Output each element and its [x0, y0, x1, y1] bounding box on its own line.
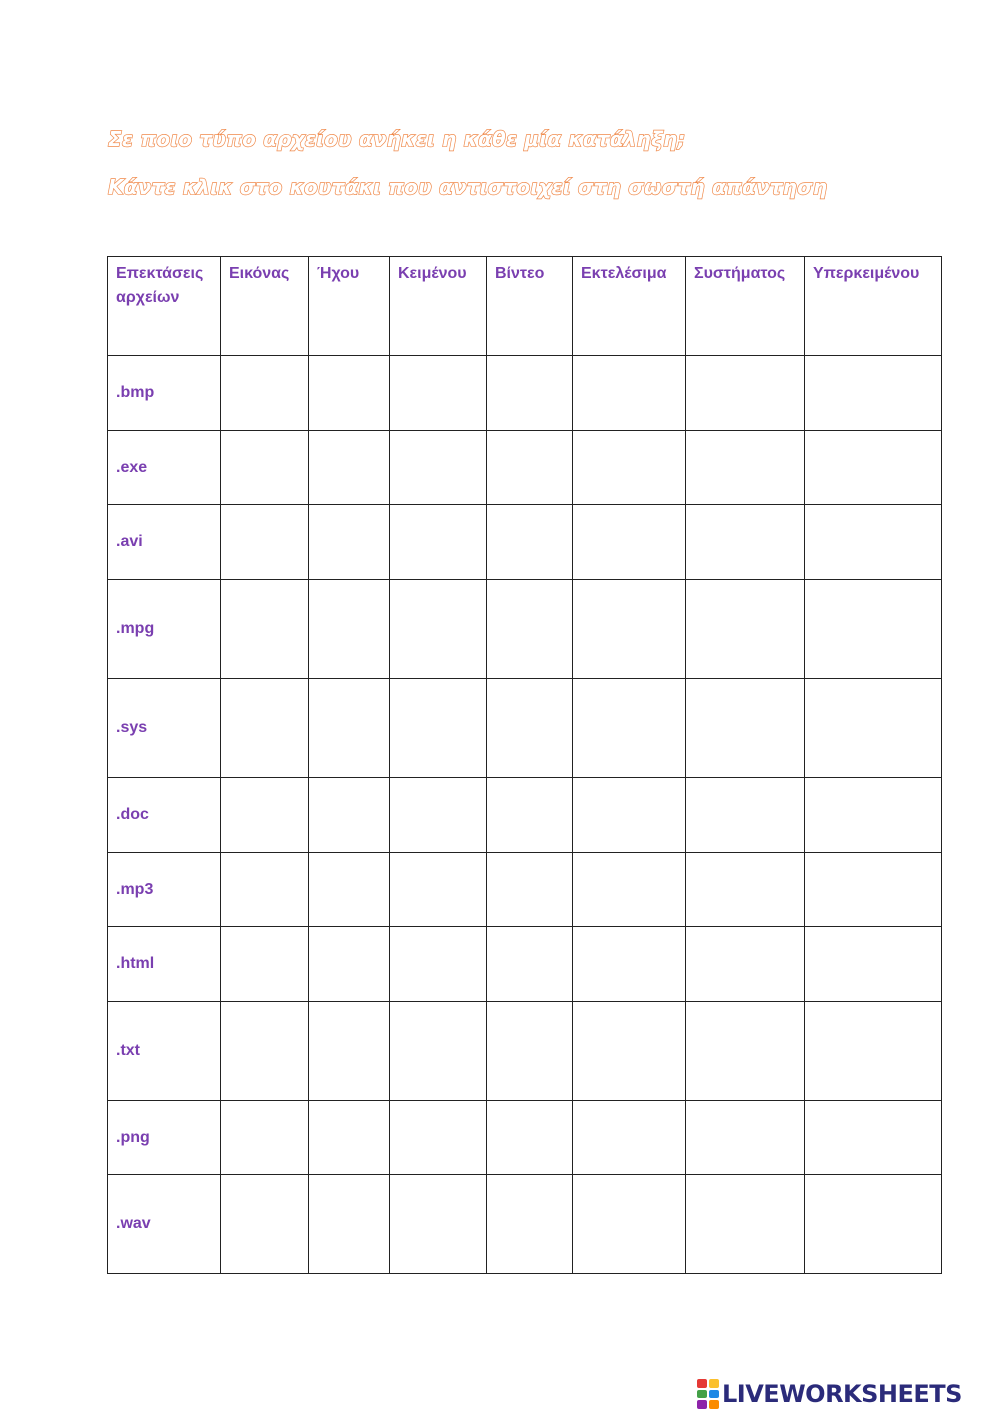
header-label: αρχείων	[116, 289, 180, 306]
answer-cell-text[interactable]	[390, 1175, 487, 1274]
answer-cell-system[interactable]	[686, 1101, 805, 1175]
answer-cell-hypertext[interactable]	[805, 356, 942, 431]
extension-label: .mpg	[108, 580, 221, 679]
header-image	[221, 257, 309, 356]
answer-cell-hypertext[interactable]	[805, 778, 942, 853]
answer-cell-image[interactable]	[221, 1175, 309, 1274]
answer-cell-video[interactable]	[487, 1002, 573, 1101]
header-label: Συστήματος	[694, 265, 786, 282]
answer-cell-executable[interactable]	[573, 778, 686, 853]
table-row	[108, 927, 942, 1002]
answer-cell-audio[interactable]	[309, 1002, 390, 1101]
file-extension-table	[107, 256, 942, 1274]
answer-cell-audio[interactable]	[309, 431, 390, 505]
header-label: Υπερκειμένου	[813, 265, 920, 282]
extension-label: .bmp	[108, 356, 221, 431]
header-executable	[573, 257, 686, 356]
answer-cell-hypertext[interactable]	[805, 505, 942, 580]
answer-cell-hypertext[interactable]	[805, 1175, 942, 1274]
answer-cell-hypertext[interactable]	[805, 1101, 942, 1175]
extension-label: .txt	[108, 1002, 221, 1101]
answer-cell-image[interactable]	[221, 679, 309, 778]
answer-cell-video[interactable]	[487, 505, 573, 580]
answer-cell-video[interactable]	[487, 431, 573, 505]
header-video	[487, 257, 573, 356]
answer-cell-audio[interactable]	[309, 853, 390, 927]
answer-cell-hypertext[interactable]	[805, 431, 942, 505]
answer-cell-image[interactable]	[221, 927, 309, 1002]
answer-cell-text[interactable]	[390, 1002, 487, 1101]
header-text	[390, 257, 487, 356]
answer-cell-executable[interactable]	[573, 1002, 686, 1101]
answer-cell-image[interactable]	[221, 1101, 309, 1175]
answer-cell-system[interactable]	[686, 1175, 805, 1274]
answer-cell-image[interactable]	[221, 431, 309, 505]
answer-cell-text[interactable]	[390, 580, 487, 679]
answer-cell-system[interactable]	[686, 927, 805, 1002]
table-row	[108, 1175, 942, 1274]
header-extensions	[108, 257, 221, 356]
answer-cell-video[interactable]	[487, 778, 573, 853]
answer-cell-image[interactable]	[221, 580, 309, 679]
answer-cell-system[interactable]	[686, 356, 805, 431]
table-row	[108, 431, 942, 505]
header-audio	[309, 257, 390, 356]
answer-cell-text[interactable]	[390, 778, 487, 853]
answer-cell-video[interactable]	[487, 679, 573, 778]
header-label: Βίντεο	[495, 265, 545, 282]
table-body	[108, 356, 942, 1274]
answer-cell-image[interactable]	[221, 778, 309, 853]
logo-block	[697, 1400, 707, 1409]
answer-cell-hypertext[interactable]	[805, 927, 942, 1002]
table-row	[108, 1101, 942, 1175]
answer-cell-image[interactable]	[221, 1002, 309, 1101]
answer-cell-hypertext[interactable]	[805, 679, 942, 778]
table-row	[108, 853, 942, 927]
header-label: Εικόνας	[229, 265, 290, 282]
answer-cell-executable[interactable]	[573, 356, 686, 431]
answer-cell-text[interactable]	[390, 1101, 487, 1175]
answer-cell-text[interactable]	[390, 356, 487, 431]
extension-label: .exe	[108, 431, 221, 505]
answer-cell-audio[interactable]	[309, 505, 390, 580]
answer-cell-executable[interactable]	[573, 853, 686, 927]
answer-cell-audio[interactable]	[309, 1175, 390, 1274]
answer-cell-system[interactable]	[686, 679, 805, 778]
answer-cell-executable[interactable]	[573, 679, 686, 778]
instruction-title-line-1: Σε ποιο τύπο αρχείου ανήκει η κάθε μία κατάληξη;	[108, 127, 686, 151]
logo-block	[709, 1400, 719, 1409]
table-row	[108, 1002, 942, 1101]
extension-label: .mp3	[108, 853, 221, 927]
header-label: Κειμένου	[398, 265, 467, 282]
answer-cell-audio[interactable]	[309, 778, 390, 853]
answer-cell-audio[interactable]	[309, 1101, 390, 1175]
table-row	[108, 505, 942, 580]
answer-cell-video[interactable]	[487, 1175, 573, 1274]
answer-cell-executable[interactable]	[573, 505, 686, 580]
answer-cell-text[interactable]	[390, 431, 487, 505]
answer-cell-text[interactable]	[390, 853, 487, 927]
liveworksheets-logo-mark-icon	[697, 1379, 719, 1409]
table-header-row	[108, 257, 942, 356]
answer-cell-executable[interactable]	[573, 580, 686, 679]
extension-label: .html	[108, 927, 221, 1002]
header-label: Ήχου	[317, 265, 360, 282]
logo-block	[709, 1379, 719, 1388]
table-row	[108, 580, 942, 679]
answer-cell-system[interactable]	[686, 580, 805, 679]
table-row	[108, 356, 942, 431]
liveworksheets-logo	[697, 1377, 962, 1411]
answer-cell-image[interactable]	[221, 853, 309, 927]
header-hypertext	[805, 257, 942, 356]
extension-label: .png	[108, 1101, 221, 1175]
answer-cell-video[interactable]	[487, 853, 573, 927]
answer-cell-text[interactable]	[390, 679, 487, 778]
answer-cell-system[interactable]	[686, 853, 805, 927]
instruction-title-line-2: Κάντε κλικ στο κουτάκι που αντιστοιχεί στη σωστή απάντηση	[108, 175, 828, 199]
answer-cell-system[interactable]	[686, 505, 805, 580]
table-row	[108, 679, 942, 778]
answer-cell-text[interactable]	[390, 927, 487, 1002]
answer-cell-system[interactable]	[686, 1002, 805, 1101]
extension-label: .wav	[108, 1175, 221, 1274]
answer-cell-video[interactable]	[487, 356, 573, 431]
answer-cell-audio[interactable]	[309, 580, 390, 679]
answer-cell-audio[interactable]	[309, 356, 390, 431]
table-row	[108, 778, 942, 853]
answer-cell-image[interactable]	[221, 356, 309, 431]
answer-cell-video[interactable]	[487, 580, 573, 679]
answer-cell-executable[interactable]	[573, 927, 686, 1002]
logo-block	[697, 1390, 707, 1399]
header-label: Επεκτάσεις	[116, 265, 204, 282]
liveworksheets-logo-text: LIVEWORKSHEETS	[722, 1380, 962, 1408]
answer-cell-image[interactable]	[221, 505, 309, 580]
logo-block	[709, 1390, 719, 1399]
answer-cell-hypertext[interactable]	[805, 580, 942, 679]
answer-cell-hypertext[interactable]	[805, 853, 942, 927]
answer-cell-system[interactable]	[686, 431, 805, 505]
answer-cell-system[interactable]	[686, 778, 805, 853]
extension-label: .sys	[108, 679, 221, 778]
logo-block	[697, 1379, 707, 1388]
answer-cell-executable[interactable]	[573, 1175, 686, 1274]
answer-cell-video[interactable]	[487, 927, 573, 1002]
answer-cell-audio[interactable]	[309, 927, 390, 1002]
extension-label: .avi	[108, 505, 221, 580]
answer-cell-video[interactable]	[487, 1101, 573, 1175]
answer-cell-executable[interactable]	[573, 431, 686, 505]
answer-cell-executable[interactable]	[573, 1101, 686, 1175]
extension-label: .doc	[108, 778, 221, 853]
answer-cell-audio[interactable]	[309, 679, 390, 778]
header-system	[686, 257, 805, 356]
answer-cell-text[interactable]	[390, 505, 487, 580]
answer-cell-hypertext[interactable]	[805, 1002, 942, 1101]
header-label: Εκτελέσιμα	[581, 265, 667, 282]
